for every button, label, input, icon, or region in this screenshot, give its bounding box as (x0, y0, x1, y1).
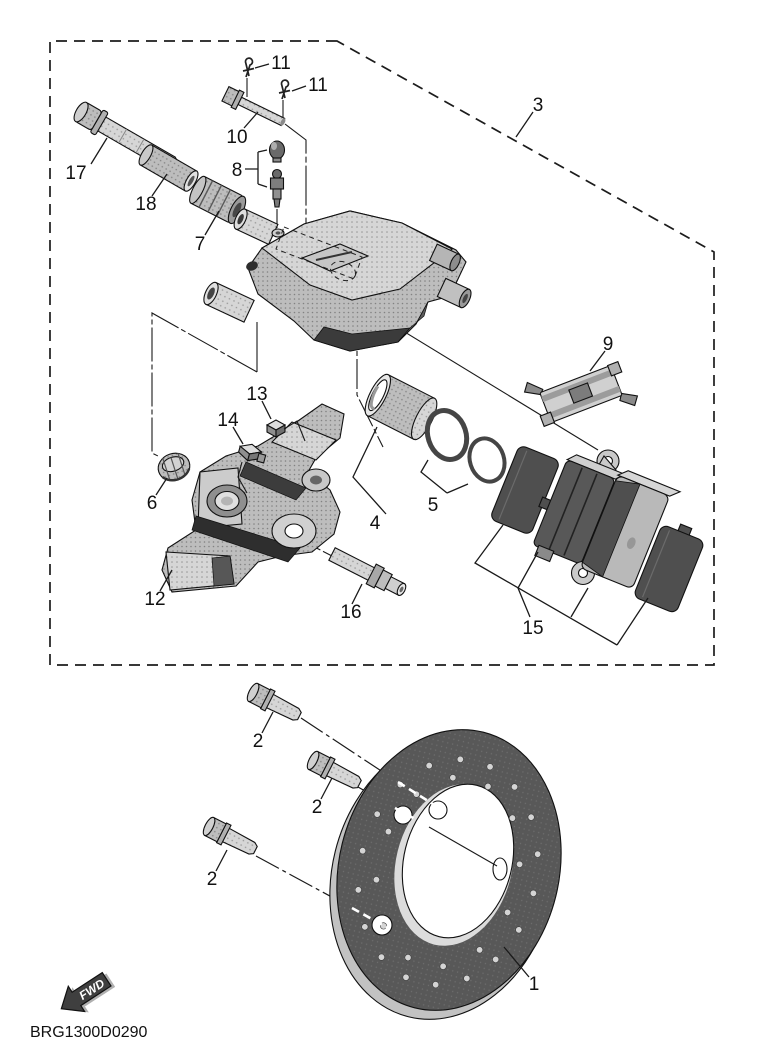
leader-16 (352, 584, 362, 604)
callout-6[interactable]: 6 (146, 493, 158, 514)
part-bracket-12 (162, 404, 344, 592)
leader-5 (421, 460, 468, 493)
callout-13[interactable]: 13 (246, 384, 268, 405)
part-disc-bolt-2b (305, 749, 365, 794)
part-bracket-pin-16 (327, 544, 410, 601)
callout-11a[interactable]: 11 (271, 53, 291, 74)
callout-1[interactable]: 1 (528, 974, 540, 995)
callout-3[interactable]: 3 (532, 95, 544, 116)
callout-9[interactable]: 9 (602, 334, 614, 355)
callout-7[interactable]: 7 (194, 234, 206, 255)
fwd-arrow-label: FWD (76, 976, 108, 1003)
part-pad-spring-9 (522, 347, 641, 440)
part-brake-disc-1 (301, 706, 590, 1044)
part-collar-18 (136, 143, 200, 193)
drawing-code: BRG1300D0290 (30, 1024, 148, 1041)
callout-15[interactable]: 15 (522, 618, 544, 639)
leader-11b (292, 86, 306, 91)
part-disc-bolt-2c (201, 815, 261, 860)
callout-18[interactable]: 18 (135, 194, 157, 215)
part-cap-6 (155, 449, 194, 485)
leader-2b (321, 778, 332, 799)
fwd-arrow (53, 965, 119, 1024)
leader-2a (262, 712, 273, 733)
part-pin-clip-11b (279, 80, 290, 99)
callout-5[interactable]: 5 (427, 495, 439, 516)
callout-8[interactable]: 8 (231, 160, 243, 181)
callout-2a[interactable]: 2 (252, 731, 264, 752)
part-dust-seal-5 (464, 434, 510, 486)
callout-4[interactable]: 4 (369, 513, 381, 534)
part-pin-clip-11a (243, 58, 254, 77)
part-brake-pads-15 (490, 445, 708, 614)
part-bleed-screw-8 (271, 170, 284, 208)
callout-12[interactable]: 12 (144, 589, 166, 610)
leader-2c (216, 850, 227, 871)
callout-14[interactable]: 14 (217, 410, 239, 431)
callout-16[interactable]: 16 (340, 602, 362, 623)
leader-17 (91, 138, 107, 164)
leader-18 (152, 174, 167, 196)
part-disc-bolt-2a (245, 681, 305, 726)
part-caliper-body (201, 207, 473, 351)
callout-17[interactable]: 17 (65, 163, 87, 184)
part-pad-pin-10 (221, 85, 289, 131)
callout-2b[interactable]: 2 (311, 797, 323, 818)
leader-4 (353, 427, 386, 514)
leader-11a (255, 64, 269, 68)
callout-10[interactable]: 10 (226, 127, 248, 148)
callout-2c[interactable]: 2 (206, 869, 218, 890)
leader-8 (245, 150, 267, 187)
part-bleed-cap-8 (270, 141, 285, 162)
leader-6 (156, 478, 167, 495)
leader-10 (244, 112, 258, 128)
callout-11b[interactable]: 11 (308, 75, 328, 96)
leader-3 (516, 112, 533, 137)
